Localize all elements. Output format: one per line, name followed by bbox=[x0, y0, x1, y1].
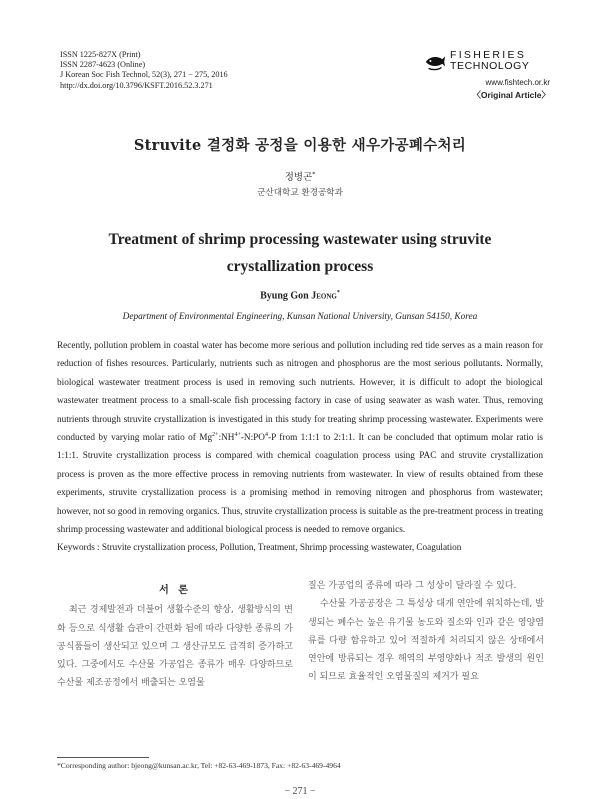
english-title-line-1: Treatment of shrimp processing wastewater using struvite bbox=[108, 231, 492, 248]
korean-author bbox=[0, 169, 600, 183]
logo-row bbox=[424, 50, 550, 72]
section-heading-introduction: 서 론 bbox=[159, 585, 191, 596]
english-affiliation: Department of Environmental Engineering, Kunsan National University, Gunsan 54150, Korea bbox=[122, 312, 478, 322]
english-author-family: Jeong bbox=[311, 290, 337, 302]
abstract-part-3: -N:PO bbox=[240, 433, 265, 444]
journal-logo bbox=[424, 50, 550, 101]
english-author-mark: * bbox=[336, 290, 340, 296]
korean-author-mark: * bbox=[312, 170, 316, 178]
abstract-part-4: -P from 1:1:1 to 2:1:1. It can be concluded that optimum molar ratio is 1:1:1. Struvite crystallization process is compared with chemical coagulation process using PAC and struvite crystallization process is proven as the more effective process in removing nutrients from wastewater. In view of results obtained from these experiments, struvite crystallization process is a promising method in removing nitrogen and phosphorus from wastewater; however, not so good in removing organics. Thus, struvite crystallization process is suitable as the pre-treatment process in treating shrimp processing wastewater and additional biological process is needed to remove organics. bbox=[57, 433, 543, 536]
body-left-column bbox=[57, 582, 293, 693]
footnote: *Corresponding author: bjeong@kunsan.ac.kr, Tel: +82-63-469-1873, Fax: +82-63-469-4964 bbox=[57, 761, 341, 770]
english-title bbox=[0, 226, 600, 280]
korean-affiliation: 군산대학교 환경공학과 bbox=[257, 188, 343, 198]
intro-paragraph-1-continued: 질은 가공업의 종류에 따라 그 성상이 달라질 수 있다. bbox=[308, 581, 517, 591]
journal-url[interactable]: www.fishtech.or.kr bbox=[485, 78, 550, 87]
english-author-given: Byung Gon bbox=[260, 290, 312, 302]
abstract-sup-2: 4+ bbox=[234, 431, 241, 438]
logo-line-1: FISHERIES bbox=[450, 49, 527, 61]
abstract bbox=[57, 337, 543, 539]
korean-author-name: 정병곤 bbox=[284, 172, 313, 183]
logo-line-2: TECHNOLOGY bbox=[450, 60, 530, 72]
english-author bbox=[0, 290, 600, 301]
journal-meta bbox=[60, 50, 228, 91]
citation: J Korean Soc Fish Technol, 52(3), 271 − 275, 2016 bbox=[60, 70, 228, 80]
body-right-column bbox=[308, 577, 544, 687]
korean-title: Struvite 결정화 공정을 이용한 새우가공폐수처리 bbox=[133, 137, 467, 154]
english-title-line-2: crystallization process bbox=[226, 258, 374, 275]
abstract-part-1: Recently, pollution problem in coastal water has become more serious and pollution including red tide serves as a main reason for reduction of fishes resources. Particularly, nutrients such as nitrogen and phosphorus are the most serious pollutants. Normally, biological wastewater treatment process is used in removing such nutrients. However, it is difficult to adopt the biological wastewater treatment process to a small-scale fish processing factory in case of using seawater as wash water. Thus, removing nutrients through struvite crystallization is investigated in this study for treating shrimp processing wastewater. Experiments were conducted by varying molar ratio of Mg bbox=[57, 341, 543, 444]
logo-text bbox=[450, 50, 530, 72]
keywords: Keywords : Struvite crystallization process, Pollution, Treatment, Shrimp processing wastewater, Coagulation bbox=[57, 542, 462, 552]
intro-paragraph-2: 수산물 가공공장은 그 특성상 대개 연안에 위치하는데, 발생되는 폐수는 높은 유기물 농도와 질소와 인과 같은 영양염류를 다량 함유하고 있어 적절하게 처리되지 않은 상태에서 연안에 방류되는 경우 해역의 부영양화나 적조 발생의 원인이 되므로 효율적인 오염물질의 제거가 필요 bbox=[308, 599, 544, 683]
issn-online: ISSN 2287-4623 (Online) bbox=[60, 60, 146, 70]
page-number: − 271 − bbox=[284, 786, 316, 797]
intro-paragraph-1: 최근 경제발전과 더불어 생활수준의 향상, 생활방식의 변화 등으로 식생활 습관이 간편화 됨에 따라 다양한 종류의 가공식품들이 생산되고 있으며 그 생산규모도 급격히 증가하고 있다. 그중에서도 수산물 가공업은 종류가 매우 다양하므로 수산물 제조공정에서 배출되는 오염물 bbox=[57, 605, 293, 689]
issn-print: ISSN 1225-827X (Print) bbox=[60, 50, 141, 59]
abstract-part-2: :NH bbox=[218, 433, 235, 444]
footnote-rule bbox=[57, 757, 149, 758]
abstract-sup-1: 2+ bbox=[212, 431, 219, 438]
article-type: 〈Original Article〉 bbox=[472, 90, 550, 100]
doi-link[interactable]: http://dx.doi.org/10.3796/KSFT.2016.52.3.271 bbox=[60, 80, 213, 90]
abstract-sup-3: 4 bbox=[264, 431, 268, 438]
fish-icon bbox=[424, 50, 446, 72]
